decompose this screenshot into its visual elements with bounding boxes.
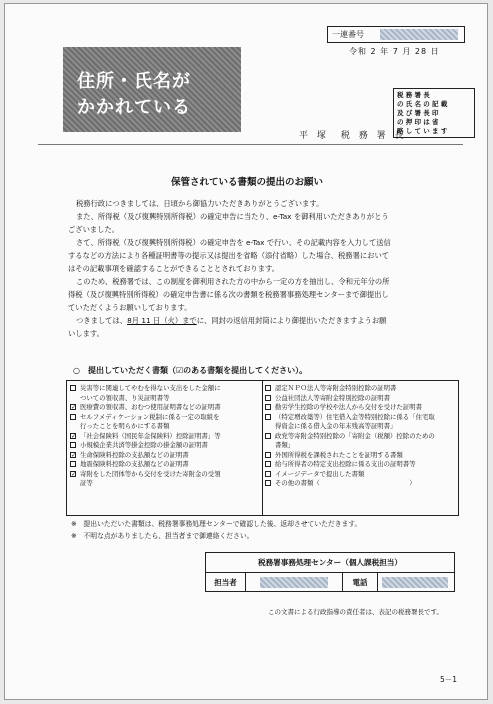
serial-number-label: 一連番号	[332, 30, 364, 39]
serial-number-box	[327, 26, 465, 43]
checklist-item	[265, 470, 455, 479]
tax-office-head: 平 塚 税 務 署 長	[299, 131, 407, 141]
checkbox-icon	[265, 452, 271, 458]
checkbox-icon	[265, 404, 271, 410]
checklist-item-text: 行ったことを明らかにする書類	[80, 422, 170, 430]
checkbox-icon	[70, 414, 76, 420]
checklist-item	[70, 470, 260, 479]
section-heading: ○ 提出していただく書類（☑のある書類を提出してください）。	[73, 366, 308, 375]
checklist-item-text: 寄附をした団体等から交付を受けた寄附金の受領	[80, 469, 221, 478]
checklist-item	[70, 394, 260, 403]
checklist-divider	[262, 381, 263, 515]
checklist-item-text: セルフメディケーション税制に係る一定の取組を	[80, 412, 220, 421]
checklist-item-text: 小規模企業共済等掛金控除の掛金額の証明書	[80, 441, 208, 449]
checklist-item	[70, 451, 260, 460]
staff-label: 担当者	[206, 573, 246, 592]
checklist-item	[70, 422, 260, 431]
checklist-item-text: 地震保険料控除の支払額などの証明書	[80, 460, 189, 468]
document-title: 保管されている書類の提出のお願い	[170, 177, 323, 188]
checklist-item-text: 医療費の領収書、おむつ使用証明書などの証明書	[80, 403, 221, 411]
checked-box-icon: ✓	[71, 404, 77, 411]
deadline-date: 8月 11 日（火）まで	[127, 316, 197, 325]
responsibility-note: この文書による行政指導の責任者は、表記の税務署長です。	[268, 608, 443, 616]
checklist-item-text: 災害等に関連してやむを得ない支出をした金額に	[80, 384, 221, 392]
checklist-right-column	[265, 384, 455, 489]
seal-omission-note: 税 務 署 長 の 氏 名 の 記 載 及 び 署 長 印 の 押 印 は 省 略 し て い ま す	[393, 88, 475, 138]
checklist-left-column	[70, 384, 260, 489]
checklist-item	[265, 384, 455, 393]
checkbox-icon	[265, 471, 271, 477]
checkbox-icon	[70, 385, 76, 391]
checklist-item-text: 証等	[80, 479, 93, 487]
checklist-item-text: 「社会保険料（国民年金保険料）控除証明書」等	[80, 431, 221, 440]
checklist-item	[265, 413, 455, 422]
checklist-item-text: その他の書類（ ）	[275, 479, 416, 487]
checked-box-icon: ✓	[71, 432, 77, 440]
checklist-item-text: イメージデータで提出した書類	[275, 469, 365, 478]
issue-date: 令和 2 年 7 月 28 日	[349, 47, 440, 56]
checklist-item	[265, 479, 455, 488]
checkbox-icon	[265, 395, 271, 401]
phone-label: 電話	[342, 573, 378, 592]
serial-number-redacted	[380, 29, 458, 40]
checkbox-icon	[265, 461, 271, 467]
body-text: 税務行政につきましては、日頃から御協力いただきありがとうございます。 また、所得税（及び復興特別所得税）の確定申告に当たり、e-Tax を御利用いただきありがとう ございました。 さて、所得税（及び復興特別所得税）の確定申告を e-Tax で行い、その記載内容を入力して送信 するなどの方法により各種証明書等の提示又は提出を省略（添付省略）した場合、税務署において はその記載事項を確認することができることとされております。 このため、税務署では、この制度を御利用された方の中から一定の方を抽出し、令和元年分の所 得税（及び復興特別所得税）の確定申告書に係る次の書類を税務署事務処理センターまで御提出し ていただくようお願いしております。 つきましては、8月 11 日（火）までに、同封の返信用封筒により御提出いただきますようお願 いします。	[68, 199, 391, 338]
checklist-item-text: 生命保険料控除の支払額などの証明書	[80, 450, 189, 459]
note-contact: ※ 不明な点がありましたら、担当者まで御連絡ください。	[71, 532, 254, 540]
checklist-item-text: 認定ＮＰＯ法人等寄附金特別控除の証明書	[275, 384, 397, 392]
checklist-item	[70, 479, 260, 488]
checklist-item	[70, 432, 260, 441]
checklist-item-text: 公益社団法人等寄附金特別控除の証明書	[275, 393, 391, 402]
checklist-item	[70, 413, 260, 422]
checked-box-icon: ✓	[71, 470, 77, 478]
note-return: ※ 提出いただいた書類は、税務署事務処理センターで確認した後、返却させていただきます。	[71, 520, 362, 528]
phone-number-redacted	[382, 577, 448, 588]
checklist-item	[265, 394, 455, 403]
checklist-item	[265, 460, 455, 469]
checklist-item-text: （特定増改築等）住宅借入金等特別控除に係る「住宅取	[275, 412, 435, 421]
checkbox-icon	[70, 461, 76, 467]
header-rule	[38, 144, 463, 145]
checklist-item	[265, 432, 455, 441]
checkbox-icon	[265, 385, 271, 391]
checklist-item-text: 書類」	[275, 441, 295, 449]
checklist-item	[70, 384, 260, 393]
notice-page	[4, 3, 488, 700]
checklist-item	[265, 451, 455, 460]
documents-checklist	[66, 380, 459, 516]
checklist-item	[265, 403, 455, 412]
checklist-item-text: 政党等寄附金特別控除の「寄附金（税額）控除のための	[275, 431, 435, 440]
checklist-item-text: 給与所得者の特定支出控除に係る支出の証明書等	[275, 460, 416, 468]
checklist-item	[265, 441, 455, 450]
checkbox-icon	[265, 480, 271, 486]
staff-name-redacted	[260, 577, 328, 588]
address-placeholder: 住所・氏名が かかれている	[77, 71, 191, 118]
checklist-item	[70, 403, 260, 412]
checkbox-icon	[265, 433, 271, 439]
checklist-item	[265, 422, 455, 431]
checked-box-icon: ✓	[71, 451, 77, 459]
checklist-item-text: 得資金に係る借入金の年末残高等証明書」	[275, 422, 397, 430]
checklist-item-text: 外国所得税を課税されたことを証明する書類	[275, 450, 403, 459]
checklist-item-text: 勤労学生控除の学校や法人から交付を受けた証明書	[275, 403, 422, 411]
page-number: 5－1	[440, 675, 458, 684]
checklist-item	[70, 460, 260, 469]
address-redacted-block	[63, 47, 241, 132]
processing-center-title: 税務署事務処理センター（個人課税担当）	[206, 553, 454, 573]
checklist-item-text: ついての領収書、り災証明書等	[80, 393, 170, 402]
checkbox-icon	[70, 442, 76, 448]
checklist-item	[70, 441, 260, 450]
processing-center-box	[205, 552, 455, 592]
checkbox-icon	[265, 414, 271, 420]
